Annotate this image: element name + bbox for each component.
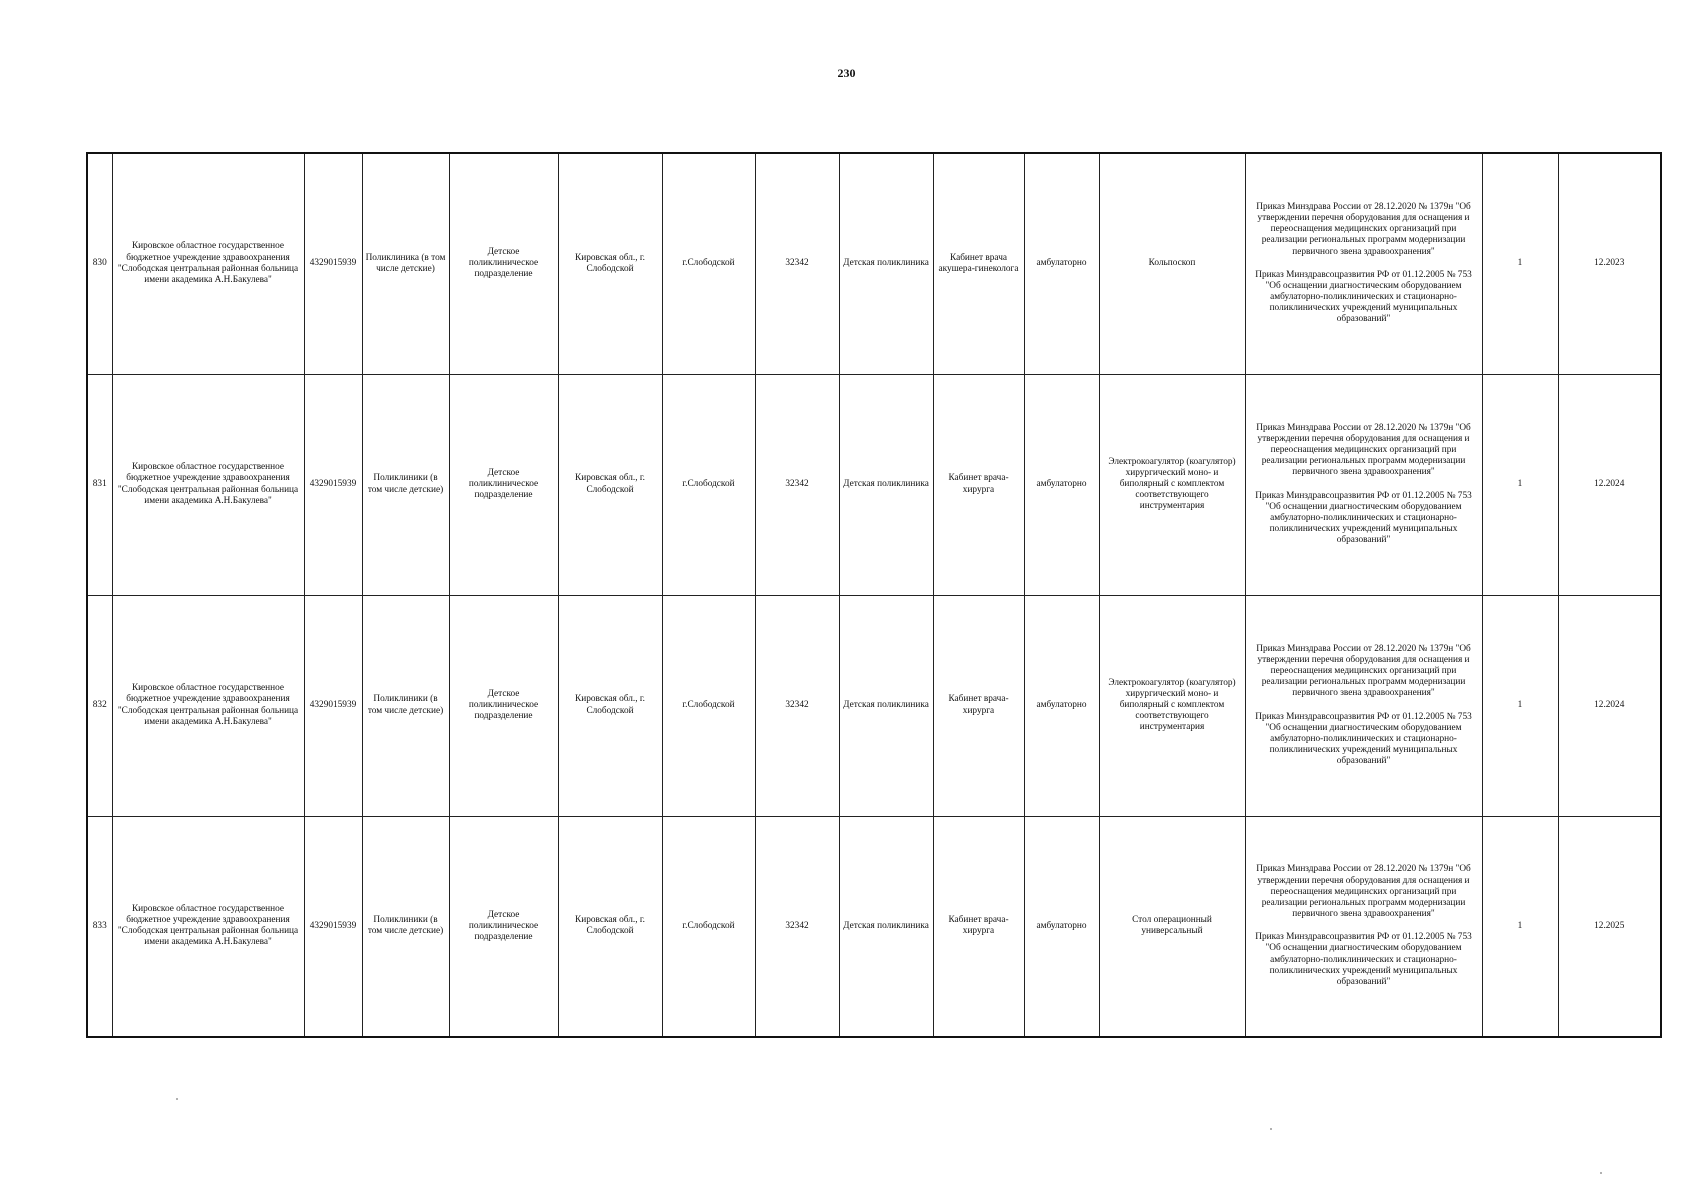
row-number-cell: 831	[87, 374, 112, 595]
city-cell: г.Слободской	[662, 595, 755, 816]
division-cell: Детское поликлиническое подразделение	[449, 374, 558, 595]
regulatory-docs-cell	[1245, 816, 1482, 1037]
unit-cell: Детская поликлиника	[839, 153, 933, 374]
facility-type-cell: Поликлиники (в том числе детские)	[362, 374, 449, 595]
quantity-cell: 1	[1482, 153, 1558, 374]
organization-cell: Кировское областное государственное бюджетное учреждение здравоохранения "Слободская центральная районная больница имени академика А.Н.Бакулева"	[112, 816, 304, 1037]
equipment-cell: Стол операционный универсальный	[1099, 816, 1245, 1037]
inn-cell: 4329015939	[304, 153, 362, 374]
regulatory-doc-1: Приказ Минздрава России от 28.12.2020 № 1379н "Об утверждении перечня оборудования для оснащения и переоснащения медицинских организаций при реализации региональных программ модернизации первичного звена здравоохранения"	[1256, 201, 1471, 257]
equipment-cell: Кольпоскоп	[1099, 153, 1245, 374]
table-row	[87, 374, 1661, 595]
unit-cell: Детская поликлиника	[839, 595, 933, 816]
division-cell: Детское поликлиническое подразделение	[449, 595, 558, 816]
regulatory-doc-2: Приказ Минздравсоцразвития РФ от 01.12.2005 № 753 "Об оснащении диагностическим оборудованием амбулаторно-поликлинических и стационарно-поликлинических учреждений муниципальных образований"	[1255, 269, 1472, 325]
organization-cell: Кировское областное государственное бюджетное учреждение здравоохранения "Слободская центральная районная больница имени академика А.Н.Бакулева"	[112, 595, 304, 816]
equipment-cell: Электрокоагулятор (коагулятор) хирургический моно- и биполярный с комплектом соответствующего инструментария	[1099, 374, 1245, 595]
room-cell: Кабинет врача-хирурга	[933, 374, 1024, 595]
city-cell: г.Слободской	[662, 816, 755, 1037]
code-cell: 32342	[755, 153, 839, 374]
quantity-cell: 1	[1482, 374, 1558, 595]
scan-speck	[1270, 1128, 1272, 1130]
date-cell: 12.2024	[1558, 374, 1661, 595]
division-cell: Детское поликлиническое подразделение	[449, 816, 558, 1037]
table-row	[87, 595, 1661, 816]
quantity-cell: 1	[1482, 816, 1558, 1037]
unit-cell: Детская поликлиника	[839, 816, 933, 1037]
care-mode-cell: амбулаторно	[1024, 816, 1099, 1037]
table-row	[87, 816, 1661, 1037]
room-cell: Кабинет врача акушера-гинеколога	[933, 153, 1024, 374]
code-cell: 32342	[755, 816, 839, 1037]
regulatory-doc-2: Приказ Минздравсоцразвития РФ от 01.12.2005 № 753 "Об оснащении диагностическим оборудованием амбулаторно-поликлинических и стационарно-поликлинических учреждений муниципальных образований"	[1255, 932, 1472, 987]
room-cell: Кабинет врача-хирурга	[933, 816, 1024, 1037]
regulatory-doc-1: Приказ Минздрава России от 28.12.2020 № 1379н "Об утверждении перечня оборудования для оснащения и переоснащения медицинских организаций при реализации региональных программ модернизации первичного звена здравоохранения"	[1256, 422, 1471, 478]
equipment-registry-table	[86, 152, 1662, 1038]
care-mode-cell: амбулаторно	[1024, 153, 1099, 374]
inn-cell: 4329015939	[304, 595, 362, 816]
page-number: 230	[837, 66, 856, 80]
city-cell: г.Слободской	[662, 153, 755, 374]
regulatory-doc-1: Приказ Минздрава России от 28.12.2020 № 1379н "Об утверждении перечня оборудования для оснащения и переоснащения медицинских организаций при реализации региональных программ модернизации первичного звена здравоохранения"	[1256, 643, 1471, 699]
inn-cell: 4329015939	[304, 816, 362, 1037]
scan-speck	[176, 1098, 178, 1100]
facility-type-cell: Поликлиника (в том числе детские)	[362, 153, 449, 374]
region-cell: Кировская обл., г. Слободской	[558, 153, 662, 374]
care-mode-cell: амбулаторно	[1024, 595, 1099, 816]
regulatory-docs-cell	[1245, 374, 1482, 595]
table-row	[87, 153, 1661, 374]
regulatory-doc-2: Приказ Минздравсоцразвития РФ от 01.12.2005 № 753 "Об оснащении диагностическим оборудованием амбулаторно-поликлинических и стационарно-поликлинических учреждений муниципальных образований"	[1255, 490, 1472, 546]
facility-type-cell: Поликлиники (в том числе детские)	[362, 816, 449, 1037]
inn-cell: 4329015939	[304, 374, 362, 595]
quantity-cell: 1	[1482, 595, 1558, 816]
equipment-cell: Электрокоагулятор (коагулятор) хирургический моно- и биполярный с комплектом соответствующего инструментария	[1099, 595, 1245, 816]
row-number-cell: 832	[87, 595, 112, 816]
regulatory-doc-1: Приказ Минздрава России от 28.12.2020 № 1379н "Об утверждении перечня оборудования для оснащения и переоснащения медицинских организаций при реализации региональных программ модернизации первичного звена здравоохранения"	[1256, 864, 1471, 920]
organization-cell: Кировское областное государственное бюджетное учреждение здравоохранения "Слободская центральная районная больница имени академика А.Н.Бакулева"	[112, 374, 304, 595]
division-cell: Детское поликлиническое подразделение	[449, 153, 558, 374]
region-cell: Кировская обл., г. Слободской	[558, 816, 662, 1037]
date-cell: 12.2025	[1558, 816, 1661, 1037]
code-cell: 32342	[755, 374, 839, 595]
regulatory-doc-2: Приказ Минздравсоцразвития РФ от 01.12.2005 № 753 "Об оснащении диагностическим оборудованием амбулаторно-поликлинических и стационарно-поликлинических учреждений муниципальных образований"	[1255, 711, 1472, 767]
region-cell: Кировская обл., г. Слободской	[558, 374, 662, 595]
regulatory-docs-cell	[1245, 595, 1482, 816]
date-cell: 12.2023	[1558, 153, 1661, 374]
regulatory-docs-cell	[1245, 153, 1482, 374]
row-number-cell: 830	[87, 153, 112, 374]
city-cell: г.Слободской	[662, 374, 755, 595]
scan-speck	[1600, 1172, 1602, 1174]
date-cell: 12.2024	[1558, 595, 1661, 816]
code-cell: 32342	[755, 595, 839, 816]
room-cell: Кабинет врача-хирурга	[933, 595, 1024, 816]
region-cell: Кировская обл., г. Слободской	[558, 595, 662, 816]
care-mode-cell: амбулаторно	[1024, 374, 1099, 595]
organization-cell: Кировское областное государственное бюджетное учреждение здравоохранения "Слободская центральная районная больница имени академика А.Н.Бакулева"	[112, 153, 304, 374]
row-number-cell: 833	[87, 816, 112, 1037]
facility-type-cell: Поликлиники (в том числе детские)	[362, 595, 449, 816]
unit-cell: Детская поликлиника	[839, 374, 933, 595]
